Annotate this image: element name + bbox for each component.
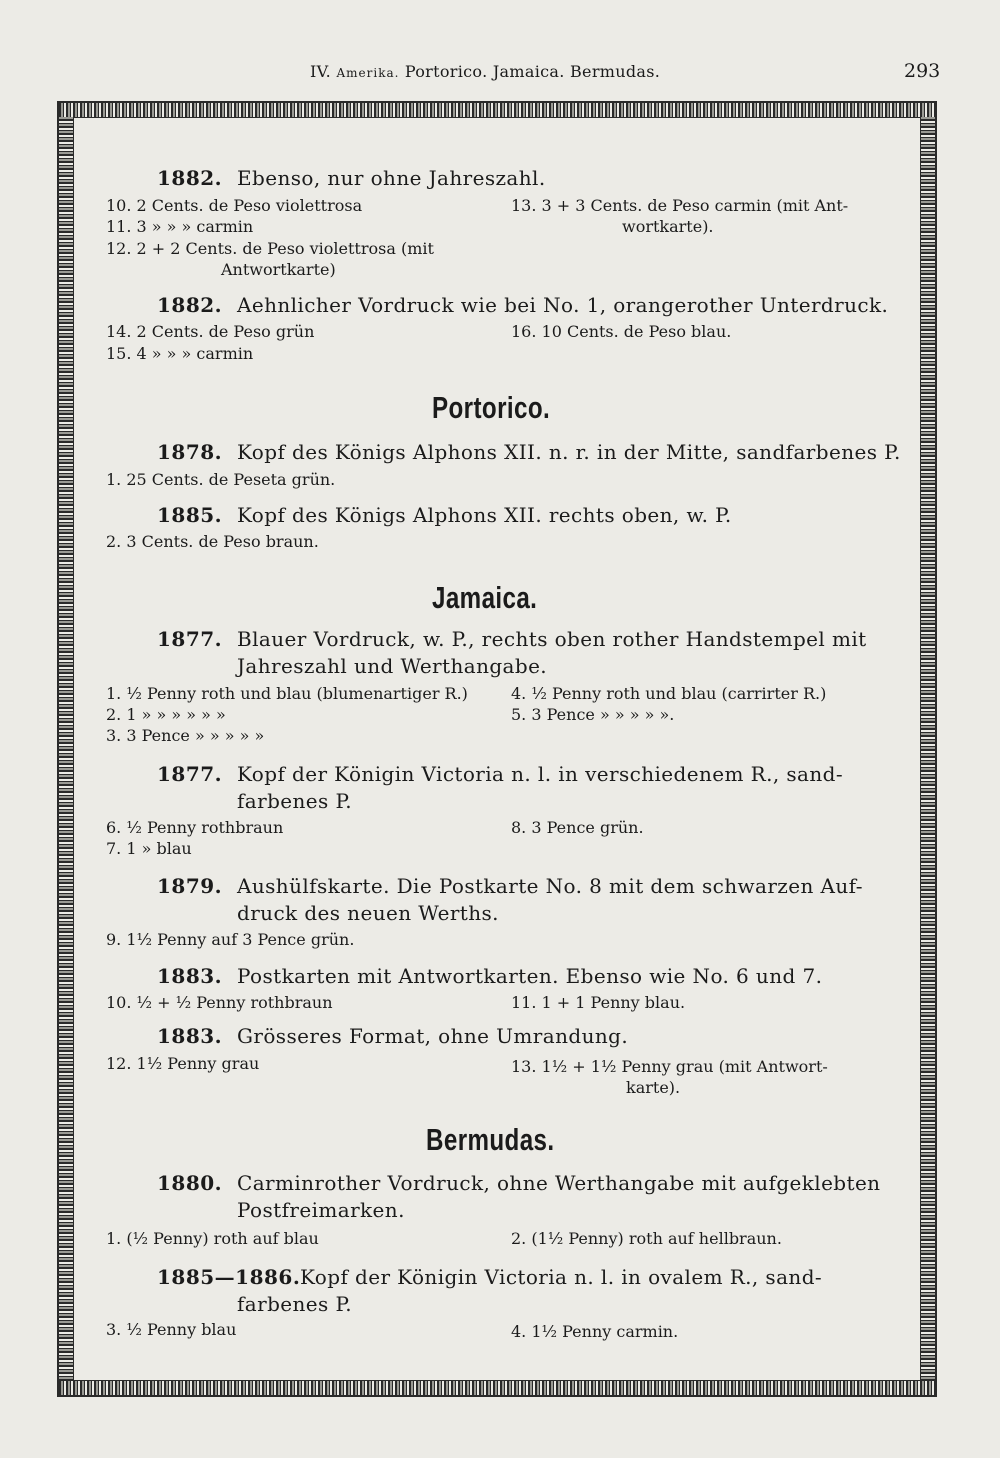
entry-description: Aushülfskarte. Die Postkarte No. 8 mit dem schwarzen Auf- [237, 874, 863, 898]
entry-description-continuation: farbenes P. [237, 1292, 353, 1316]
border-right [920, 117, 935, 1381]
page-number: 293 [904, 60, 941, 82]
list-item: 8. 3 Pence grün. [511, 818, 644, 837]
list-item: 10. ¹⁄₂ + ¹⁄₂ Penny rothbraun [106, 993, 333, 1012]
section-title-jamaica: Jamaica. [432, 580, 538, 615]
entry-description: Kopf der Königin Victoria n. l. in verschiedenem R., sand- [237, 762, 843, 786]
list-item: 1. 25 Cents. de Peseta grün. [106, 470, 336, 489]
list-item: 15. 4 » » » carmin [106, 344, 254, 363]
list-item: 9. 1¹⁄₂ Penny auf 3 Pence grün. [106, 930, 355, 949]
entry-description: Carminrother Vordruck, ohne Werthangabe mit aufgeklebten [237, 1171, 881, 1195]
list-item: 6. ¹⁄₂ Penny rothbraun [106, 818, 284, 837]
entry-description-continuation: Jahreszahl und Werthangabe. [237, 654, 548, 678]
list-item-continuation: Antwortkarte) [221, 260, 336, 279]
entry-description: Kopf des Königs Alphons XII. rechts oben, w. P. [237, 503, 732, 527]
border-left [59, 117, 74, 1381]
running-header [310, 62, 660, 81]
list-item: 3. 3 Pence » » » » » [106, 726, 265, 745]
list-item: 14. 2 Cents. de Peso grün [106, 322, 315, 341]
list-item: 2. 3 Cents. de Peso braun. [106, 532, 319, 551]
list-item: 5. 3 Pence » » » » ». [511, 705, 675, 724]
entry-description-continuation: Postfreimarken. [237, 1198, 405, 1222]
list-item: 16. 10 Cents. de Peso blau. [511, 322, 732, 341]
section-title-bermudas: Bermudas. [426, 1122, 555, 1157]
entry-description: Kopf des Königs Alphons XII. n. r. in der Mitte, sandfarbenes P. [237, 440, 901, 464]
list-item: 4. ¹⁄₂ Penny roth und blau (carrirter R.) [511, 684, 827, 703]
entry-description-continuation: druck des neuen Werths. [237, 901, 499, 925]
entry-year: 1879. [157, 874, 223, 898]
list-item: 13. 3 + 3 Cents. de Peso carmin (mit Ant- [511, 196, 849, 215]
section-title-portorico: Portorico. [432, 390, 551, 425]
entry-description: Kopf der Königin Victoria n. l. in ovalem R., sand- [300, 1265, 823, 1289]
entry-year: 1877. [157, 627, 223, 651]
entry-description: Postkarten mit Antwortkarten. Ebenso wie No. 6 und 7. [237, 964, 823, 988]
list-item-continuation: wortkarte). [622, 217, 714, 236]
entry-year: 1882. [157, 293, 223, 317]
list-item: 10. 2 Cents. de Peso violettrosa [106, 196, 363, 215]
entry-year: 1882. [157, 166, 223, 190]
list-item: 3. ¹⁄₂ Penny blau [106, 1320, 237, 1339]
list-item: 2. 1 » » » » » » [106, 705, 226, 724]
entry-description: Grösseres Format, ohne Umrandung. [237, 1024, 629, 1048]
chapter-number: IV. [310, 62, 332, 81]
list-item: 12. 1¹⁄₂ Penny grau [106, 1054, 260, 1073]
list-item: 11. 1 + 1 Penny blau. [511, 993, 686, 1012]
border-bottom [59, 1380, 935, 1395]
entry-year: 1885—1886. [157, 1265, 301, 1289]
list-item: 11. 3 » » » carmin [106, 217, 254, 236]
entry-year: 1880. [157, 1171, 223, 1195]
entry-year: 1877. [157, 762, 223, 786]
list-item: 7. 1 » blau [106, 839, 192, 858]
list-item-continuation: karte). [626, 1078, 681, 1097]
list-item: 12. 2 + 2 Cents. de Peso violettrosa (mit [106, 239, 434, 258]
border-top [59, 103, 935, 118]
entry-description: Blauer Vordruck, w. P., rechts oben rother Handstempel mit [237, 627, 867, 651]
entry-description-continuation: farbenes P. [237, 789, 353, 813]
entry-year: 1883. [157, 1024, 223, 1048]
countries-list: Portorico. Jamaica. Bermudas. [404, 62, 661, 81]
entry-year: 1883. [157, 964, 223, 988]
list-item: 4. 1¹⁄₂ Penny carmin. [511, 1322, 679, 1341]
entry-year: 1885. [157, 503, 223, 527]
list-item: 2. (1¹⁄₂ Penny) roth auf hellbraun. [511, 1229, 782, 1248]
list-item: 1. ¹⁄₂ Penny roth und blau (blumenartiger R.) [106, 684, 468, 703]
list-item: 1. (¹⁄₂ Penny) roth auf blau [106, 1229, 319, 1248]
region-name: Amerika. [336, 66, 400, 80]
entry-year: 1878. [157, 440, 223, 464]
list-item: 13. 1¹⁄₂ + 1¹⁄₂ Penny grau (mit Antwort- [511, 1057, 828, 1076]
entry-description: Ebenso, nur ohne Jahreszahl. [237, 166, 546, 190]
entry-description: Aehnlicher Vordruck wie bei No. 1, orangerother Unterdruck. [237, 293, 889, 317]
